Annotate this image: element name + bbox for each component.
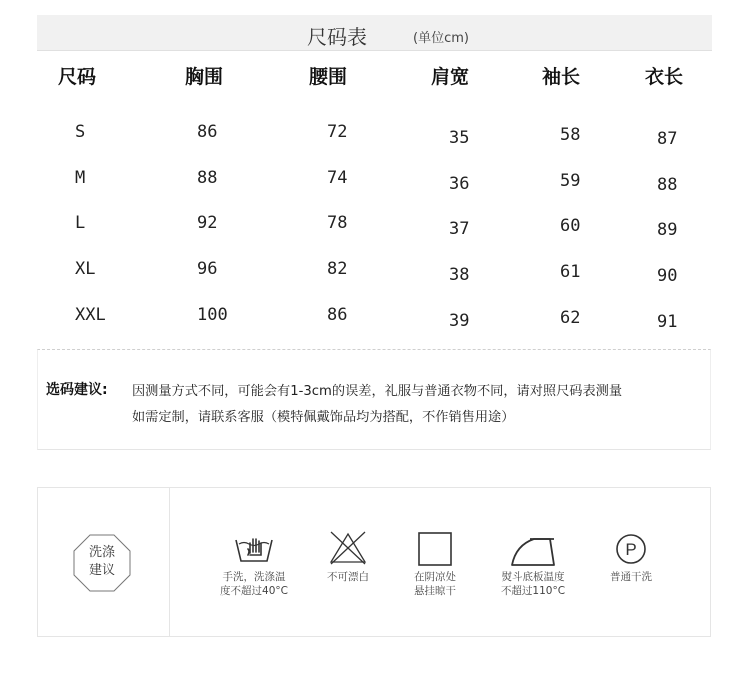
hand-wash-icon	[234, 531, 274, 567]
care-label-iron: 熨斗底板温度 不超过110°C	[500, 571, 566, 597]
table-cell: XXL	[75, 305, 106, 325]
advice-label: 选码建议:	[46, 382, 108, 398]
divider	[169, 488, 170, 636]
table-cell: 86	[197, 122, 218, 142]
table-cell: 62	[560, 308, 581, 328]
badge-text-line-1: 洗涤	[88, 545, 115, 560]
care-label-no-bleach: 不可漂白	[327, 571, 369, 583]
table-cell: S	[75, 122, 86, 142]
table-cell: 82	[327, 259, 348, 279]
page-title: 尺码表	[307, 25, 367, 49]
care-label-hand-wash: 手洗，洗涤温 度不超过40°C	[220, 571, 288, 597]
header-length: 衣长	[645, 66, 684, 88]
table-cell: 78	[327, 213, 348, 233]
size-advice-box	[37, 349, 711, 450]
care-label-dry-in-shade: 在阴凉处 悬挂晾干	[414, 571, 456, 597]
table-cell: 90	[657, 266, 678, 286]
table-cell: 87	[657, 129, 678, 149]
table-cell: L	[75, 213, 86, 233]
title-bar	[37, 15, 712, 51]
header-waist: 腰围	[309, 66, 348, 88]
table-cell: 96	[197, 259, 218, 279]
table-cell: 59	[560, 171, 581, 191]
table-cell: 36	[449, 174, 470, 194]
iron-icon	[510, 533, 558, 567]
table-cell: 91	[657, 312, 678, 332]
table-cell: 38	[449, 265, 470, 285]
table-cell: 58	[560, 125, 581, 145]
dry-in-shade-icon	[418, 532, 452, 566]
table-cell: 72	[327, 122, 348, 142]
header-chest: 胸围	[185, 66, 224, 88]
table-cell: 35	[449, 128, 470, 148]
table-cell: 61	[560, 262, 581, 282]
table-cell: 89	[657, 220, 678, 240]
wash-advice-badge	[73, 534, 131, 592]
table-cell: 88	[657, 175, 678, 195]
table-cell: 74	[327, 168, 348, 188]
care-instructions-box	[37, 487, 711, 637]
table-cell: 92	[197, 213, 218, 233]
table-cell: XL	[75, 259, 96, 279]
care-label-dry-clean: 普通干洗	[610, 571, 652, 583]
header-shoulder: 肩宽	[431, 66, 470, 88]
dry-clean-letter: P	[625, 540, 637, 559]
advice-text-line-2: 如需定制，请联系客服（模特佩戴饰品均为搭配，不作销售用途）	[132, 410, 515, 425]
header-size: 尺码	[58, 66, 97, 88]
table-cell: 37	[449, 219, 470, 239]
badge-text-line-2: 建议	[88, 563, 115, 578]
unit-note: (单位cm)	[413, 31, 469, 46]
advice-text-line-1: 因测量方式不同，可能会有1-3cm的误差，礼服与普通衣物不同，请对照尺码表测量	[132, 384, 623, 399]
dry-clean-icon	[613, 533, 649, 565]
table-cell: 39	[449, 311, 470, 331]
table-cell: 88	[197, 168, 218, 188]
table-cell: M	[75, 168, 86, 188]
table-cell: 86	[327, 305, 348, 325]
header-sleeve: 袖长	[542, 66, 581, 88]
table-cell: 60	[560, 216, 581, 236]
no-bleach-icon	[328, 530, 368, 566]
table-cell: 100	[197, 305, 228, 325]
